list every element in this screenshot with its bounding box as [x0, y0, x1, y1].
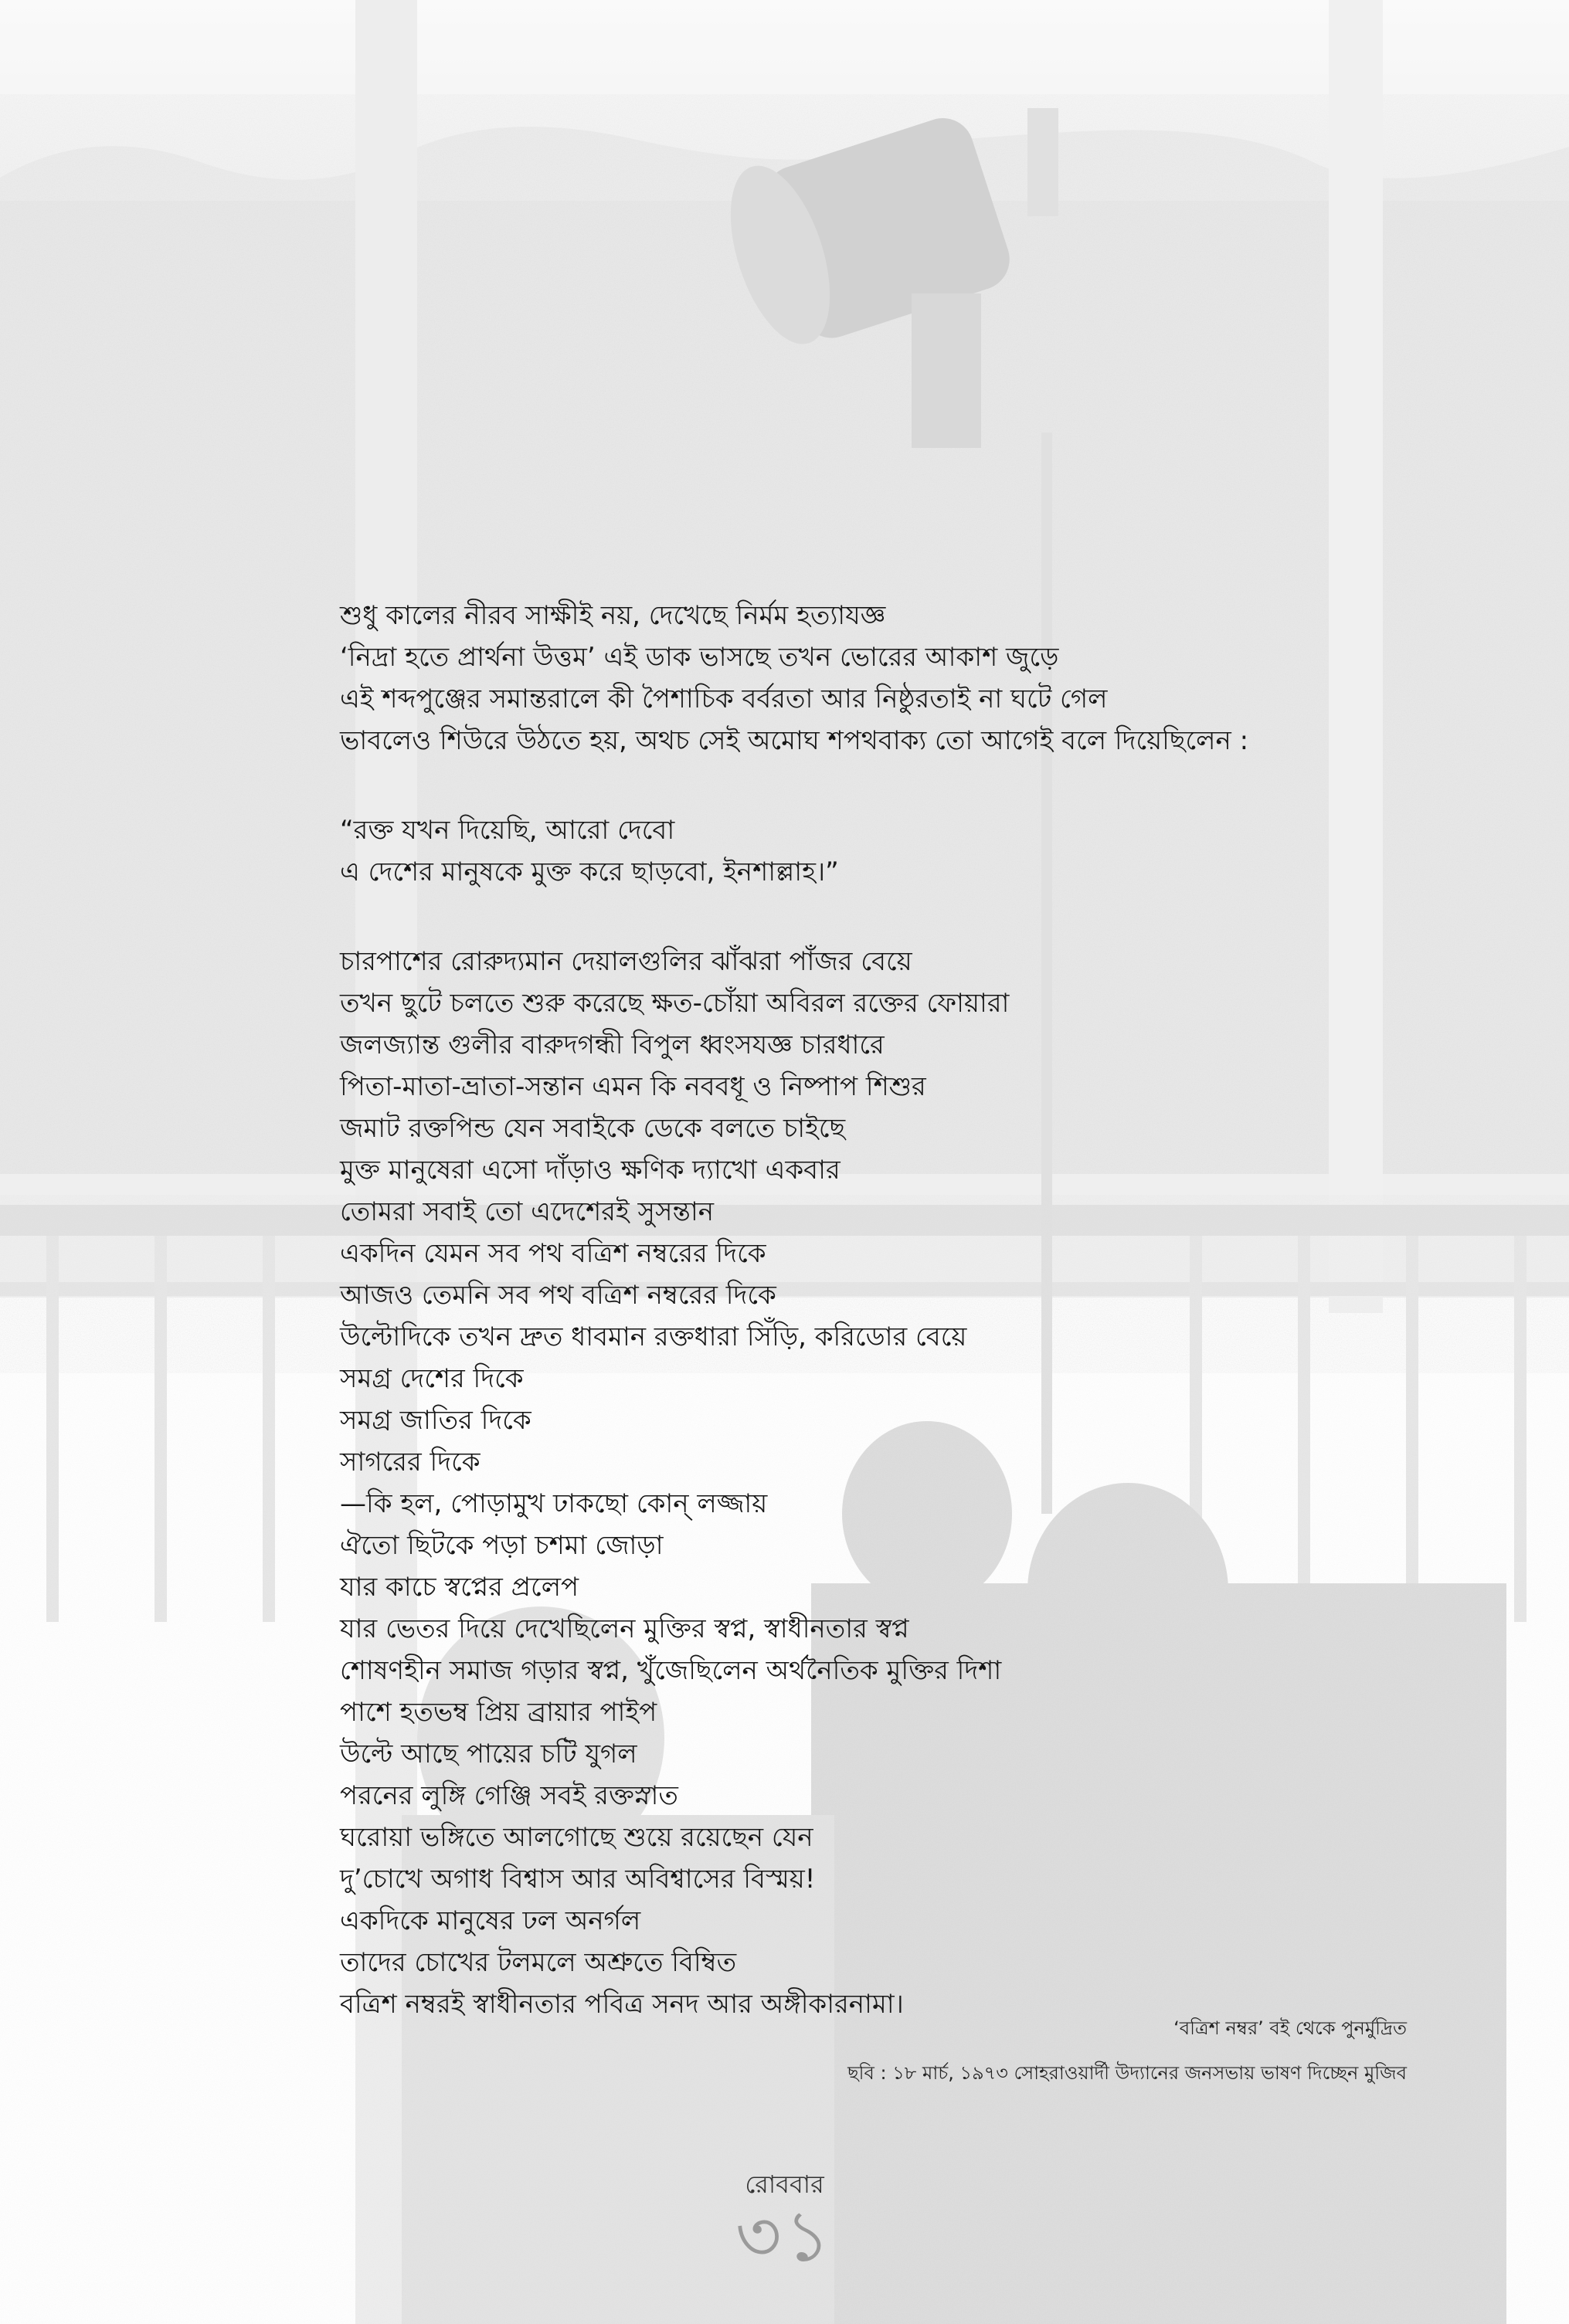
poem-line: উল্টোদিকে তখন দ্রুত ধাবমান রক্তধারা সিঁড়ি, করিডোর বেয়ে [340, 1321, 967, 1352]
poem-line: মুক্ত মানুষেরা এসো দাঁড়াও ক্ষণিক দ্যাখো একবার [340, 1155, 841, 1186]
poem-line: —কি হল, পোড়ামুখ ঢাকছো কোন্ লজ্জায় [340, 1488, 768, 1519]
stanza-2-quote [340, 809, 1437, 893]
source-credit: ‘বত্রিশ নম্বর’ বই থেকে পুনর্মুদ্রিত [1173, 2017, 1407, 2039]
poem-line: শুধু কালের নীরব সাক্ষীই নয়, দেখেছে নির্মম হত্যাযজ্ঞ [340, 600, 886, 631]
poem-line: এই শব্দপুঞ্জের সমান্তরালে কী পৈশাচিক বর্বরতা আর নিষ্ঠুরতাই না ঘটে গেল [340, 684, 1108, 714]
stanza-3 [340, 941, 1437, 2025]
poem-line: শোষণহীন সমাজ গড়ার স্বপ্ন, খুঁজেছিলেন অর্থনৈতিক মুক্তির দিশা [340, 1655, 1002, 1686]
poem-line: দু’চোখে অগাধ বিশ্বাস আর অবিশ্বাসের বিস্ময়! [340, 1864, 816, 1895]
poem-line: পাশে হতভম্ব প্রিয় ব্রায়ার পাইপ [340, 1697, 657, 1728]
photo-caption: ছবি : ১৮ মার্চ, ১৯৭৩ সোহরাওয়ার্দী উদ্যানের জনসভায় ভাষণ দিচ্ছেন মুজিব [847, 2062, 1407, 2084]
magazine-name: রোববার [745, 2170, 824, 2199]
poem-line: ঘরোয়া ভঙ্গিতে আলগোছে শুয়ে রয়েছেন যেন [340, 1822, 813, 1853]
poem-line: ‘নিদ্রা হতে প্রার্থনা উত্তম’ এই ডাক ভাসছে তখন ভোরের আকাশ জুড়ে [340, 642, 1059, 673]
poem-line: যার কাচে স্বপ্নের প্রলেপ [340, 1572, 579, 1603]
poem-line: একদিন যেমন সব পথ বত্রিশ নম্বরের দিকে [340, 1238, 766, 1269]
page-footer [0, 2169, 1569, 2278]
poem-line: যার ভেতর দিয়ে দেখেছিলেন মুক্তির স্বপ্ন, স্বাধীনতার স্বপ্ন [340, 1613, 909, 1644]
poem-line: তাদের চোখের টলমলে অশ্রুতে বিম্বিত [340, 1947, 737, 1978]
poem-line: সমগ্র জাতির দিকে [340, 1405, 531, 1436]
poem [340, 595, 1437, 2073]
poem-line: জলজ্যান্ত গুলীর বারুদগন্ধী বিপুল ধ্বংসযজ্ঞ চারধারে [340, 1030, 885, 1060]
poem-line: জমাট রক্তপিন্ড যেন সবাইকে ডেকে বলতে চাইছে [340, 1113, 846, 1144]
poem-line: তখন ছুটে চলতে শুরু করেছে ক্ষত-চোঁয়া অবিরল রক্তের ফোয়ারা [340, 988, 1010, 1019]
poem-line: এ দেশের মানুষকে মুক্ত করে ছাড়বো, ইনশাল্লাহ।” [340, 857, 839, 887]
poem-line: চারপাশের রোরুদ্যমান দেয়ালগুলির ঝাঁঝরা পাঁজর বেয়ে [340, 946, 912, 977]
poem-line: ঐতো ছিটকে পড়া চশমা জোড়া [340, 1530, 664, 1561]
poem-line: একদিকে মানুষের ঢল অনর্গল [340, 1905, 641, 1936]
poem-line: উল্টে আছে পায়ের চটি যুগল [340, 1739, 637, 1769]
poem-line: ভাবলেও শিউরে উঠতে হয়, অথচ সেই অমোঘ শপথবাক্য তো আগেই বলে দিয়েছিলেন : [340, 725, 1249, 756]
poem-line: পরনের লুঙ্গি গেঞ্জি সবই রক্তস্নাত [340, 1780, 678, 1811]
page-number: ৩১ [735, 2195, 834, 2278]
poem-line: পিতা-মাতা-ভ্রাতা-সন্তান এমন কি নববধূ ও নিষ্পাপ শিশুর [340, 1071, 926, 1102]
poem-line: সাগরের দিকে [340, 1447, 481, 1478]
poem-line: আজও তেমনি সব পথ বত্রিশ নম্বরের দিকে [340, 1280, 776, 1311]
stanza-1 [340, 595, 1437, 762]
poem-line: বত্রিশ নম্বরই স্বাধীনতার পবিত্র সনদ আর অঙ্গীকারনামা। [340, 1989, 904, 2020]
poem-line: “রক্ত যখন দিয়েছি, আরো দেবো [340, 815, 675, 846]
poem-line: সমগ্র দেশের দিকে [340, 1363, 524, 1394]
poem-line: তোমরা সবাই তো এদেশেরই সুসন্তান [340, 1196, 714, 1227]
